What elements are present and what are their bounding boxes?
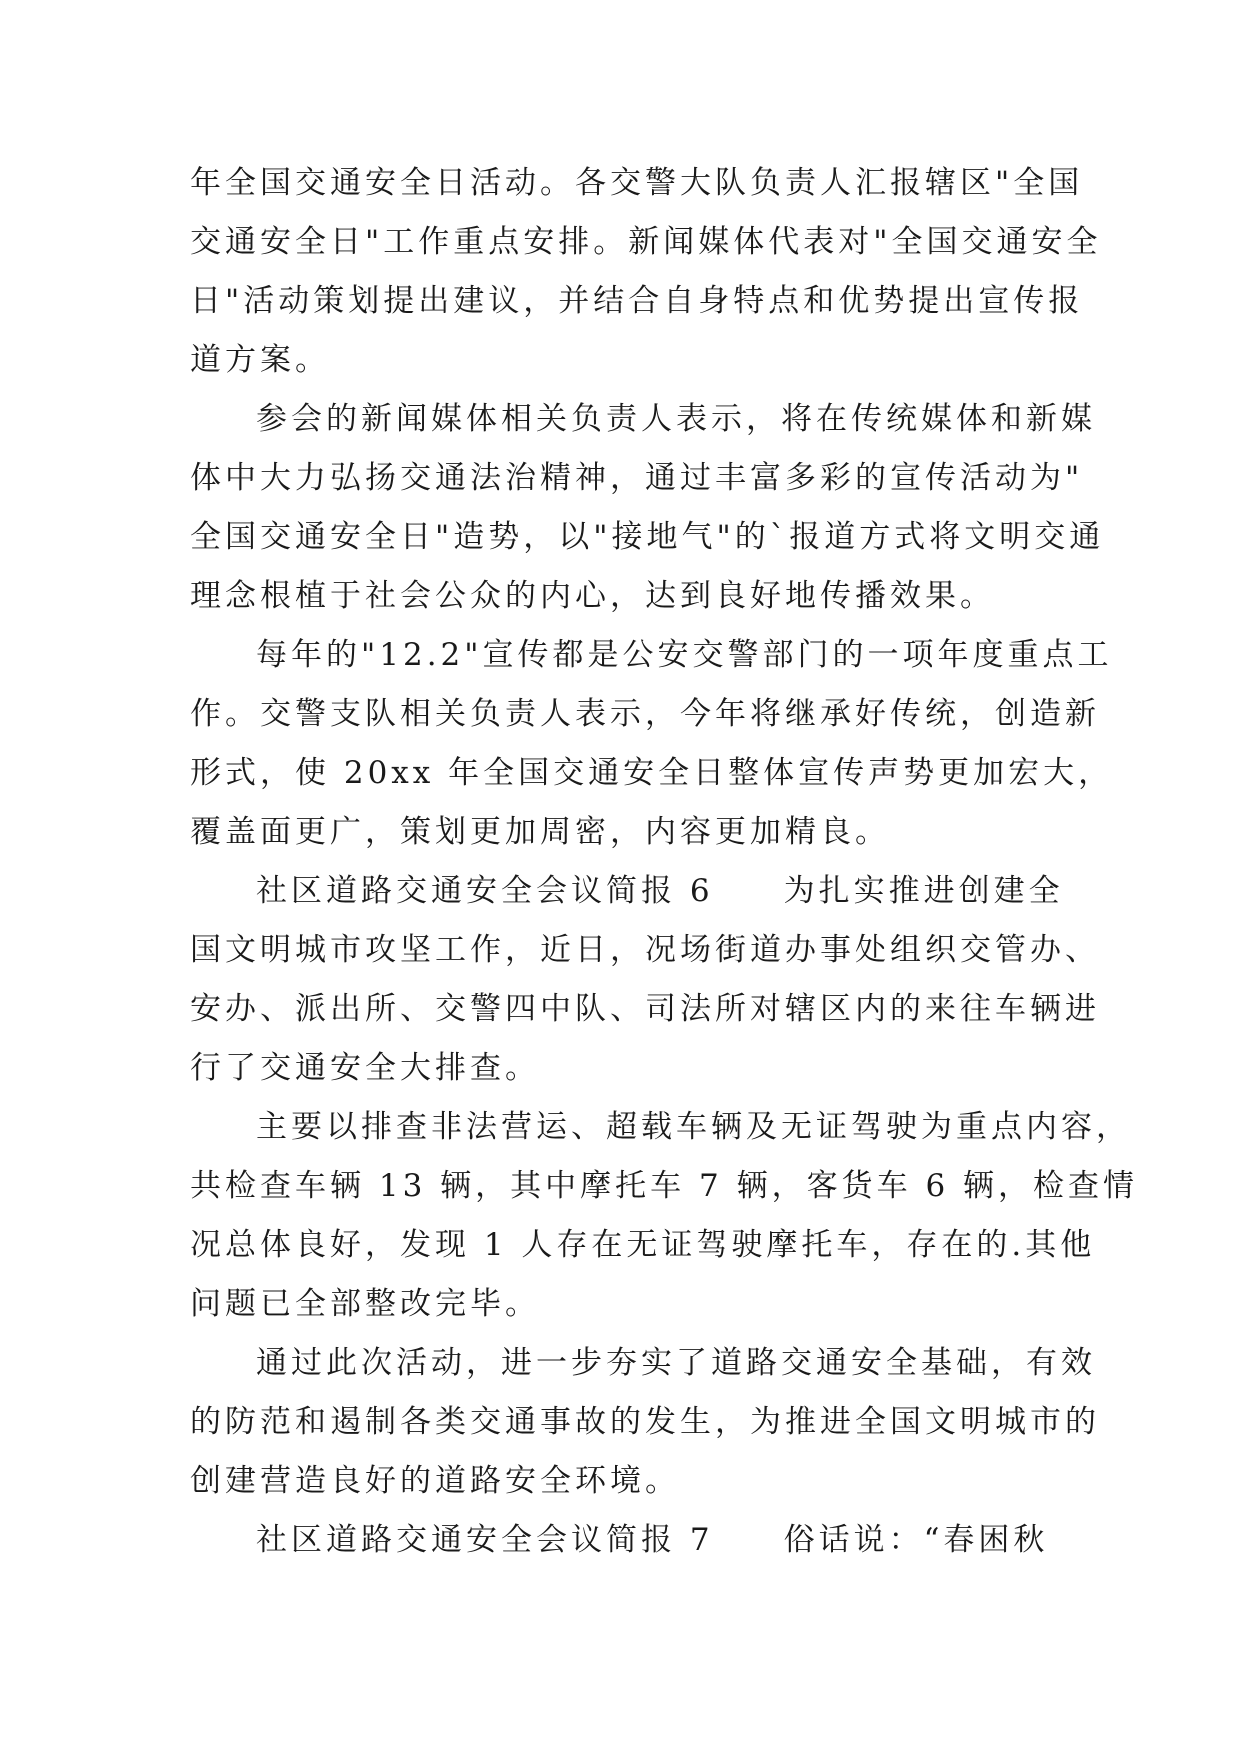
text-line: 交通安全日"工作重点安排。新闻媒体代表对"全国交通安全 <box>190 224 1102 260</box>
text-line: 形式，使 20xx 年全国交通安全日整体宣传声势更加宏大， <box>190 755 1114 791</box>
text-line: 安办、派出所、交警四中队、司法所对辖区内的来往车辆进 <box>190 991 1100 1027</box>
text-line: 的防范和遏制各类交通事故的发生，为推进全国文明城市的 <box>190 1404 1100 1440</box>
text-line: 覆盖面更广，策划更加周密，内容更加精良。 <box>190 814 890 850</box>
text-line: 社区道路交通安全会议简报 7 俗话说：“春困秋 <box>256 1522 1049 1558</box>
text-line: 行了交通安全大排查。 <box>190 1050 540 1086</box>
text-line: 参会的新闻媒体相关负责人表示，将在传统媒体和新媒 <box>256 401 1096 437</box>
text-line: 理念根植于社会公众的内心，达到良好地传播效果。 <box>190 578 995 614</box>
text-line: 年全国交通安全日活动。各交警大队负责人汇报辖区"全国 <box>190 165 1084 201</box>
text-line: 体中大力弘扬交通法治精神，通过丰富多彩的宣传活动为" <box>190 460 1084 496</box>
text-line: 通过此次活动，进一步夯实了道路交通安全基础，有效 <box>256 1345 1096 1381</box>
text-line: 道方案。 <box>190 342 330 378</box>
text-line: 创建营造良好的道路安全环境。 <box>190 1463 680 1499</box>
text-line: 日"活动策划提出建议，并结合自身特点和优势提出宣传报 <box>190 283 1084 319</box>
text-line: 主要以排查非法营运、超载车辆及无证驾驶为重点内容， <box>256 1109 1131 1145</box>
text-line: 况总体良好，发现 1 人存在无证驾驶摩托车，存在的.其他 <box>190 1227 1096 1263</box>
text-line: 作。交警支队相关负责人表示，今年将继承好传统，创造新 <box>190 696 1100 732</box>
text-line: 共检查车辆 13 辆，其中摩托车 7 辆，客货车 6 辆，检查情 <box>190 1168 1139 1204</box>
text-line: 全国交通安全日"造势，以"接地气"的`报道方式将文明交通 <box>190 519 1105 555</box>
text-line: 每年的"12.2"宣传都是公安交警部门的一项年度重点工 <box>256 637 1113 673</box>
text-line: 问题已全部整改完毕。 <box>190 1286 540 1322</box>
text-line: 国文明城市攻坚工作，近日，况场街道办事处组织交管办、 <box>190 932 1100 968</box>
text-line: 社区道路交通安全会议简报 6 为扎实推进创建全 <box>256 873 1064 909</box>
